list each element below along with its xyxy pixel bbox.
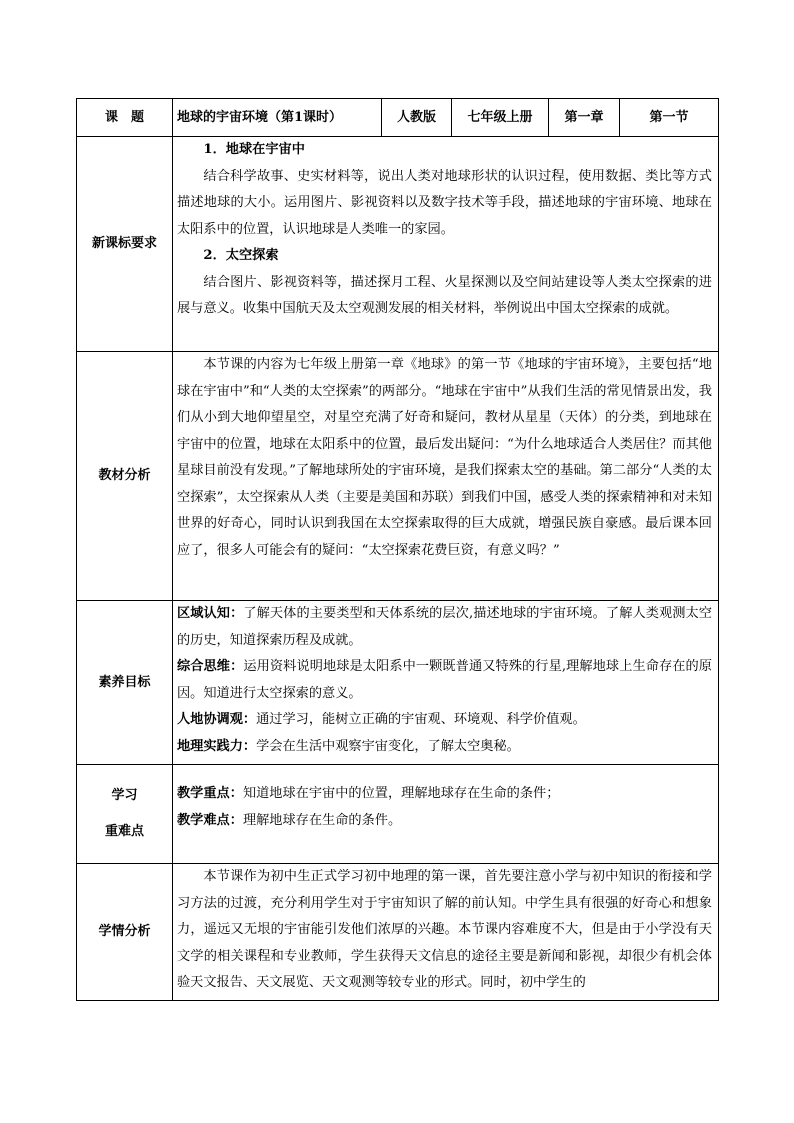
students-paragraph: 本节课作为初中生正式学习初中地理的第一课，首先要注意小学与初中知识的衔接和学习方法的过渡，充分利用学生对于宇宙知识了解的前认知。中学生具有很强的好奇心和想象力，遥远又无垠的宇宙能引发他们浓厚的兴趣。本节课内容难度不大，但是由于小学没有天文学的相关课程和专业教师，学生获得天文信息的途径主要是新闻和影视，却很少有机会体验天文报告、天文展览、天文观测等较专业的形式。同时，初中学生的 [177, 869, 712, 990]
literacy-text: 学会在生活中观察宇宙变化，了解太空奥秘。 [256, 738, 520, 754]
curriculum-paragraph-2: 结合图片、影视资料等，描述探月工程、火星探测以及空间站建设等人类太空探索的进展与意义。收集中国航天及太空观测发展的相关材料，举例说出中国太空探索的成就。 [177, 274, 712, 316]
curriculum-row [77, 137, 719, 352]
grade: 七年级上册 [452, 99, 549, 137]
curriculum-content [173, 137, 719, 352]
material-label: 教材分析 [77, 352, 173, 601]
keypoints-content [173, 765, 719, 864]
literacy-text: 运用资料说明地球是太阳系中一颗既普通又特殊的行星,理解地球上生命存在的原因。知道进行太空探索的意义。 [177, 659, 712, 701]
literacy-item [177, 601, 712, 654]
keypoint-key: 教学难点： [177, 812, 243, 828]
literacy-key: 综合思维： [177, 659, 244, 674]
keypoint-text: 知道地球在宇宙中的位置，理解地球存在生命的条件； [242, 786, 560, 801]
keypoints-label [77, 765, 173, 864]
students-content [173, 864, 719, 1001]
keypoint-key: 教学重点： [177, 786, 243, 801]
material-paragraph: 本节课的内容为七年级上册第一章《地球》的第一节《地球的宇宙环境》，主要包括“地球在宇宙中”和“人类的太空探索”的两部分。“地球在宇宙中”从我们生活的常见情景出发，我们从小到大地仰望星空，对星空充满了好奇和疑问，教材从星星（天体）的分类，到地球在宇宙中的位置，地球在太阳系中的位置，最后发出疑问：“为什么地球适合人类居住？而其他星球目前没有发现。”了解地球所处的宇宙环境，是我们探索太空的基础。第二部分“人类的太空探索”，太空探索从人类（主要是美国和苏联）到我们中国，感受人类的探索精神和对未知世界的好奇心，同时认识到我国在太空探索取得的巨大成就，增强民族自豪感。最后课本回应了，很多人可能会有的疑问：“太空探索花费巨资，有意义吗？” [177, 357, 712, 558]
topic-label: 课 题 [77, 99, 173, 137]
lesson-title: 地球的宇宙环境（第1课时） [173, 99, 382, 137]
keypoint-item [177, 808, 712, 835]
keypoint-item [177, 781, 712, 808]
material-row [77, 352, 719, 601]
literacy-key: 地理实践力： [177, 738, 257, 754]
literacy-text: 了解天体的主要类型和天体系统的层次,描述地球的宇宙环境。了解人类观测太空的历史，知道探索历程及成就。 [177, 606, 712, 648]
literacy-label: 素养目标 [77, 601, 173, 765]
chapter: 第一章 [549, 99, 620, 137]
literacy-content [173, 601, 719, 765]
keypoints-row [77, 765, 719, 864]
students-label: 学情分析 [77, 864, 173, 1001]
header-row [77, 99, 719, 137]
publisher: 人教版 [382, 99, 452, 137]
keypoints-label-line-1: 学习 [111, 788, 138, 803]
literacy-item [177, 654, 712, 707]
curriculum-heading-2: 2．太空探索 [203, 248, 279, 263]
literacy-item [177, 734, 712, 761]
curriculum-paragraph-1: 结合科学故事、史实材料等，说出人类对地球形状的认识过程，使用数据、类比等方式描述地球的大小。运用图片、影视资料以及数字技术等手段，描述地球的宇宙环境、地球在太阳系中的位置，认识地球是人类唯一的家园。 [177, 168, 712, 237]
curriculum-label: 新课标要求 [77, 137, 173, 352]
lesson-plan-table [76, 98, 719, 1001]
literacy-item [177, 707, 712, 734]
section: 第一节 [620, 99, 719, 137]
literacy-key: 区域认知： [177, 606, 244, 621]
material-content [173, 352, 719, 601]
literacy-row [77, 601, 719, 765]
keypoint-text: 理解地球存在生命的条件。 [242, 812, 402, 828]
literacy-text: 通过学习，能树立正确的宇宙观、环境观、科学价值观。 [256, 712, 586, 727]
curriculum-heading-1: 1．地球在宇宙中 [203, 142, 305, 157]
keypoints-label-line-2: 重难点 [104, 824, 144, 839]
students-row [77, 864, 719, 1001]
literacy-key: 人地协调观： [177, 712, 257, 727]
